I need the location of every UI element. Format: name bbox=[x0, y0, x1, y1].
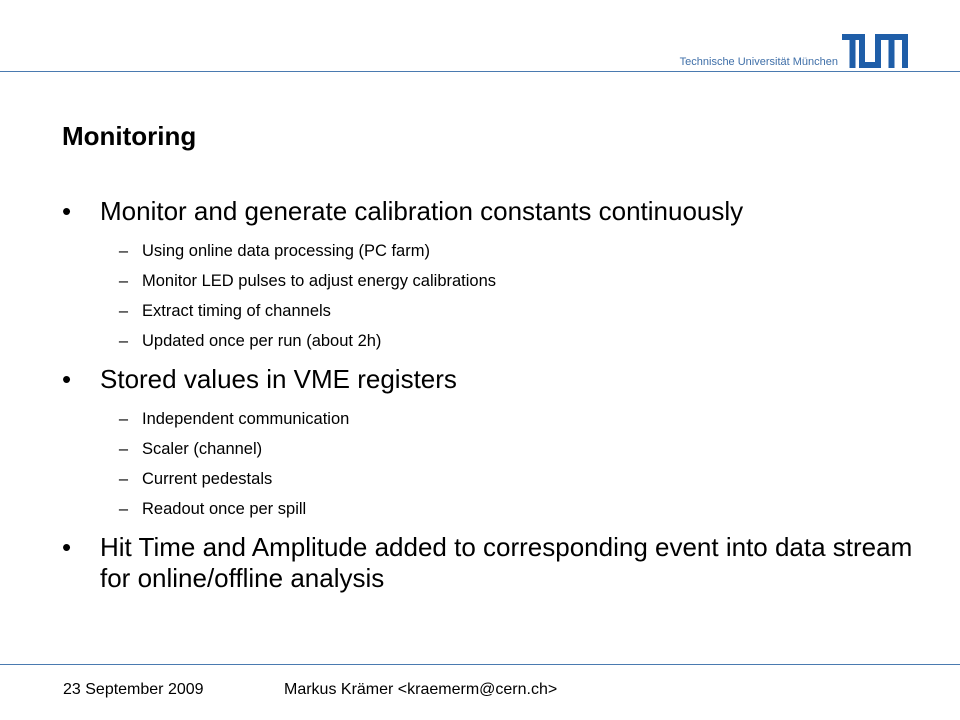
bullet-dot: • bbox=[62, 364, 72, 394]
bullet-text: Stored values in VME registers bbox=[100, 364, 457, 394]
tum-logo bbox=[842, 34, 908, 68]
sub-list bbox=[62, 404, 922, 524]
institution-name: Technische Universität München bbox=[679, 56, 838, 68]
bullet-item bbox=[62, 532, 922, 594]
bullet-list bbox=[62, 196, 922, 594]
bullet-item bbox=[62, 364, 922, 395]
sub-item-text: Readout once per spill bbox=[142, 500, 307, 518]
bullet-dot: • bbox=[62, 196, 72, 226]
sub-item-text: Scaler (channel) bbox=[142, 440, 263, 458]
sub-item: – Current pedestals bbox=[62, 464, 922, 494]
bullet-text: Monitor and generate calibration constants continuously bbox=[100, 196, 744, 226]
bullet-item bbox=[62, 196, 922, 227]
sub-item: – Monitor LED pulses to adjust energy calibrations bbox=[62, 266, 922, 296]
sub-item: – Extract timing of channels bbox=[62, 296, 922, 326]
sub-item: – Updated once per run (about 2h) bbox=[62, 326, 922, 356]
footer-date: 23 September 2009 bbox=[63, 681, 204, 698]
sub-item-text: Updated once per run (about 2h) bbox=[142, 332, 382, 350]
sub-item: – Using online data processing (PC farm) bbox=[62, 236, 922, 266]
sub-item: – Scaler (channel) bbox=[62, 434, 922, 464]
sub-item-text: Using online data processing (PC farm) bbox=[142, 242, 430, 260]
sub-item-text: Monitor LED pulses to adjust energy calibrations bbox=[142, 272, 497, 290]
header-divider bbox=[0, 71, 960, 72]
bullet-dot: • bbox=[62, 532, 72, 562]
sub-list bbox=[62, 236, 922, 356]
sub-item-text: Extract timing of channels bbox=[142, 302, 331, 320]
sub-item-text: Independent communication bbox=[142, 410, 350, 428]
sub-item-text: Current pedestals bbox=[142, 470, 273, 488]
bullet-text: Hit Time and Amplitude added to corresponding event into data stream for online/offline analysis bbox=[100, 532, 913, 593]
sub-item: – Readout once per spill bbox=[62, 494, 922, 524]
slide-title: Monitoring bbox=[62, 121, 197, 151]
sub-item: – Independent communication bbox=[62, 404, 922, 434]
footer-author: Markus Krämer <kraemerm@cern.ch> bbox=[284, 681, 558, 698]
footer-divider bbox=[0, 664, 960, 665]
